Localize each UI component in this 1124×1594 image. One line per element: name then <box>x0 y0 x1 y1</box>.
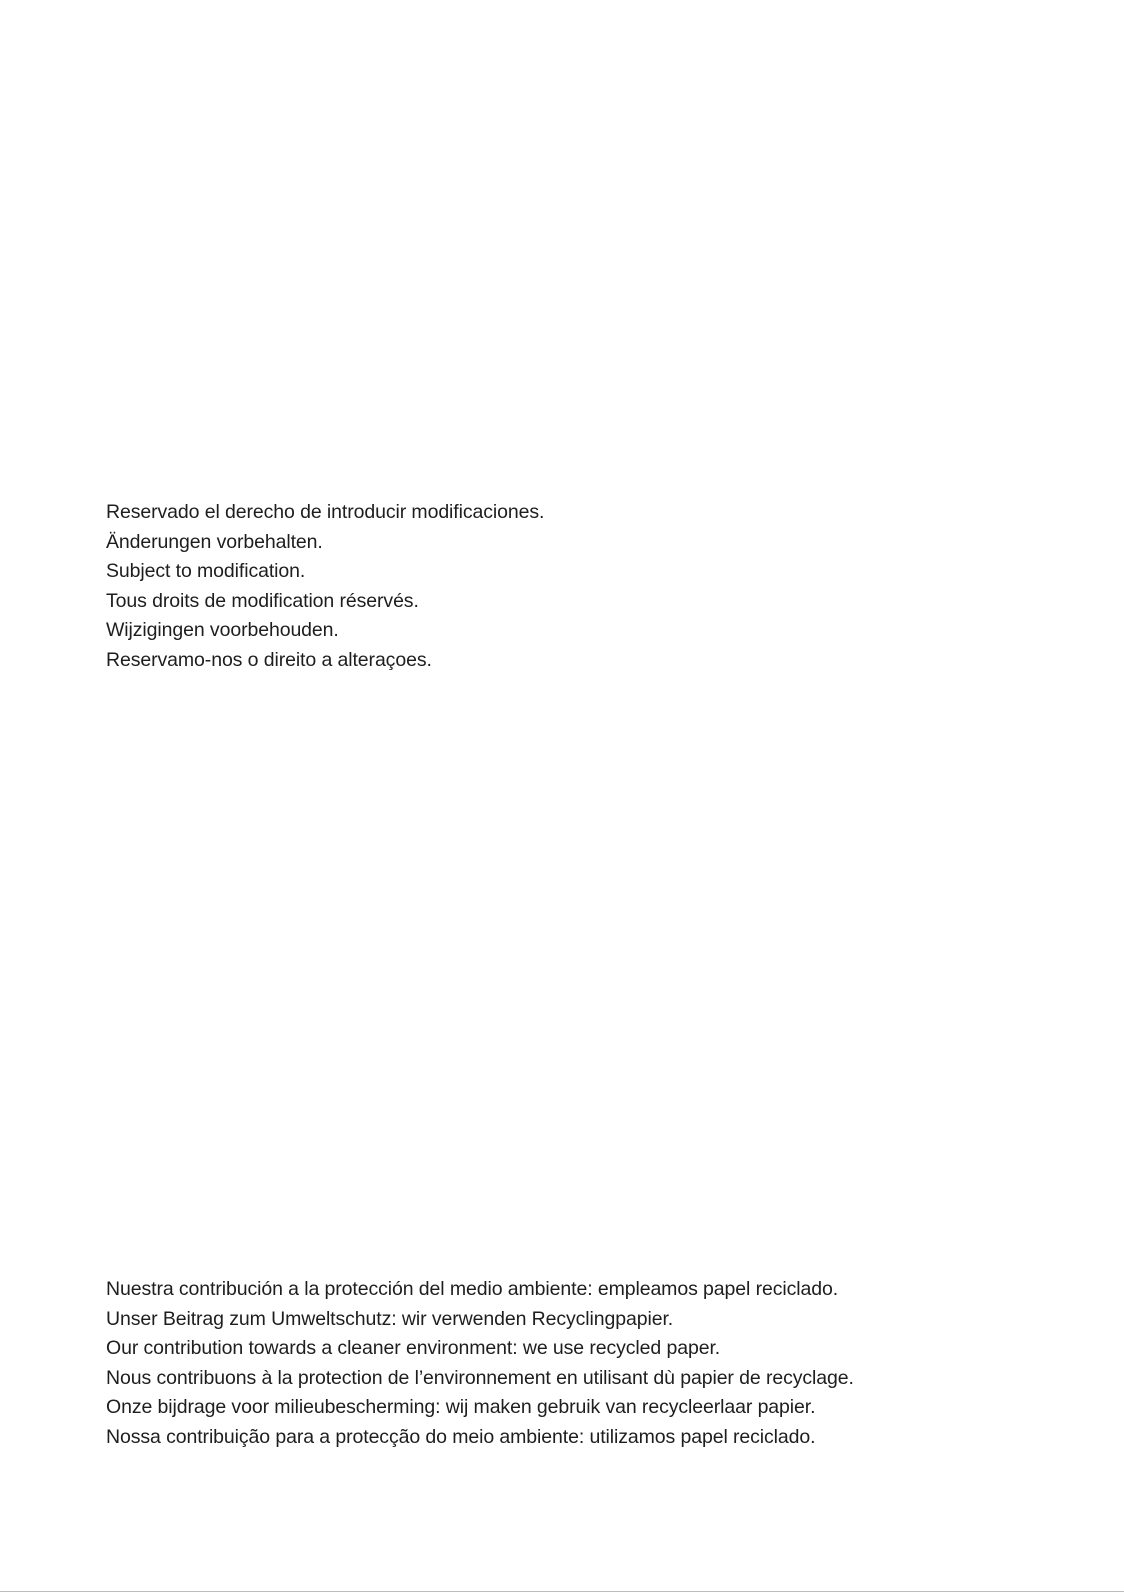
modification-notice-nl: Wijzigingen voorbehouden. <box>106 619 339 642</box>
environment-notice-es: Nuestra contribución a la protección del medio ambiente: empleamos papel reciclado. <box>106 1278 839 1300</box>
environment-notice-de: Unser Beitrag zum Umweltschutz: wir verwenden Recyclingpapier. <box>106 1307 674 1330</box>
modification-notice-de: Änderungen vorbehalten. <box>106 530 323 553</box>
modification-notice-fr: Tous droits de modification réservés. <box>106 589 419 612</box>
environment-notice-pt: Nossa contribuição para a protecção do meio ambiente: utilizamos papel reciclado. <box>106 1425 816 1448</box>
environment-notices <box>106 1275 854 1453</box>
page-bottom-edge <box>0 1591 1124 1592</box>
modification-notice-es: Reservado el derecho de introducir modificaciones. <box>106 501 545 523</box>
modification-notice-en: Subject to modification. <box>106 560 306 583</box>
modification-notices <box>106 498 544 676</box>
modification-notice-pt: Reservamo-nos o direito a alteraçoes. <box>106 648 432 671</box>
environment-notice-en: Our contribution towards a cleaner environment: we use recycled paper. <box>106 1337 721 1360</box>
environment-notice-fr: Nous contribuons à la protection de l’environnement en utilisant dù papier de recyclage. <box>106 1366 854 1389</box>
environment-notice-nl: Onze bijdrage voor milieubescherming: wij maken gebruik van recycleerlaar papier. <box>106 1396 816 1419</box>
